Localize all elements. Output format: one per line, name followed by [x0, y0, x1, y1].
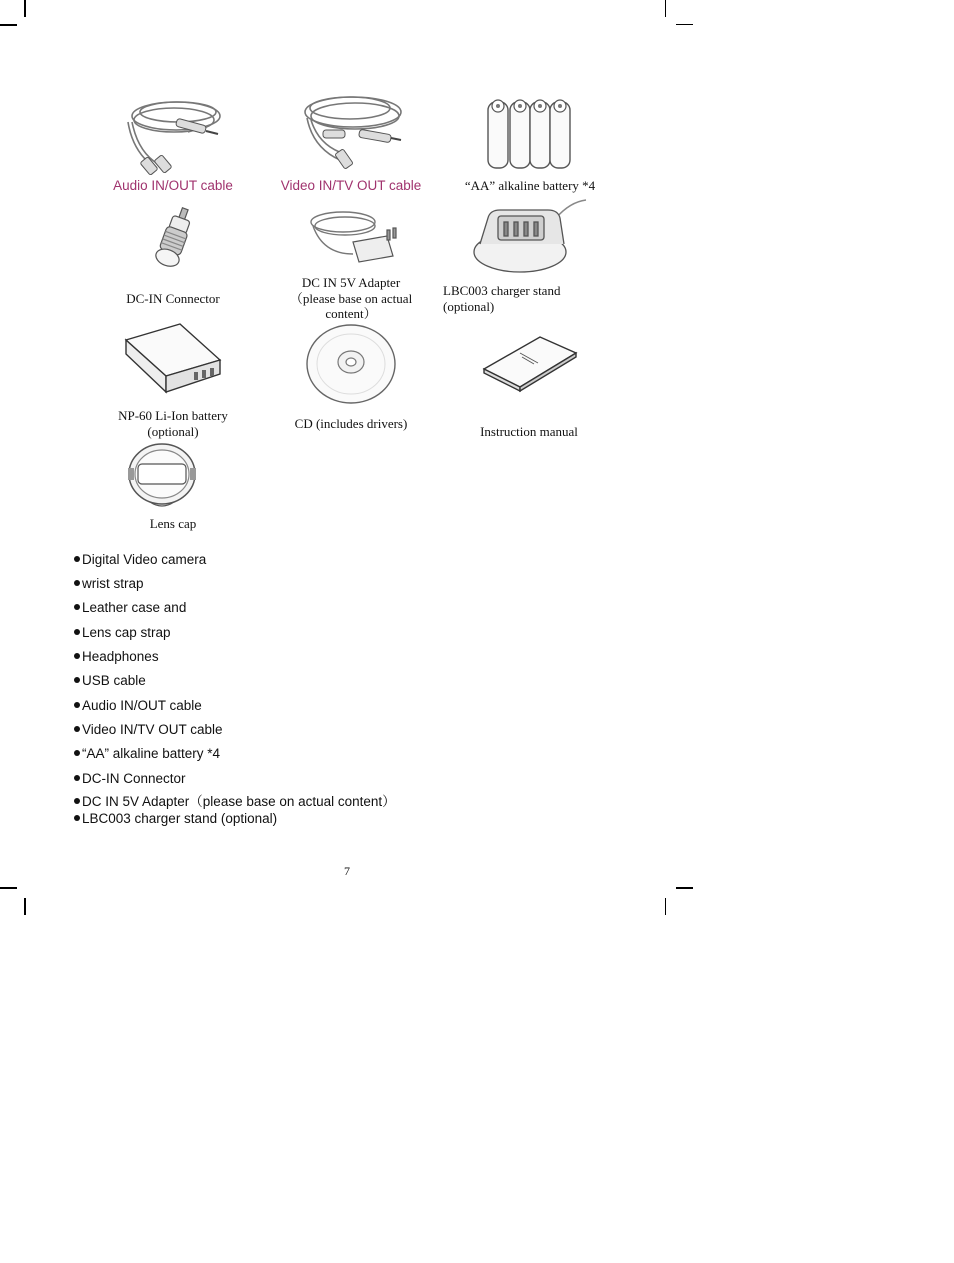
- li-ion-battery-icon: [122, 320, 226, 404]
- crop-mark-top-right-v: [665, 0, 666, 17]
- list-item: [74, 576, 144, 591]
- list-item-text: Leather case and: [82, 600, 187, 615]
- list-item: [74, 673, 146, 688]
- list-item-text: Headphones: [82, 649, 159, 664]
- manual-icon: [480, 333, 580, 395]
- dc-connector-caption: DC-IN Connector: [126, 291, 220, 306]
- video-cable-icon: [295, 90, 410, 175]
- list-item: [74, 811, 277, 826]
- cd-icon: [305, 322, 399, 406]
- list-item-text: Digital Video camera: [82, 552, 207, 567]
- cd-caption: CD (includes drivers): [294, 416, 408, 431]
- aa-battery-icon: [484, 94, 576, 172]
- crop-mark-bottom-right-h: [676, 887, 693, 889]
- list-item-text: wrist strap: [82, 576, 144, 591]
- charger-caption-line-1: LBC003 charger stand: [443, 283, 561, 298]
- manual-caption: Instruction manual: [480, 424, 578, 439]
- list-item: [74, 552, 206, 567]
- adapter-caption-line-2: （please base on actual: [289, 291, 413, 306]
- li-ion-caption-line-1: NP-60 Li-Ion battery: [118, 408, 228, 423]
- lens-cap-icon: [126, 440, 200, 510]
- list-item-text: LBC003 charger stand (optional): [82, 811, 278, 826]
- list-item: [74, 649, 159, 664]
- list-item-text: DC-IN Connector: [82, 771, 186, 786]
- list-item: [74, 698, 202, 713]
- aa-battery-caption: “AA” alkaline battery *4: [464, 178, 596, 193]
- list-item-text: Audio IN/OUT cable: [82, 698, 202, 713]
- crop-mark-top-right-h: [676, 24, 693, 25]
- audio-cable-caption: Audio IN/OUT cable: [113, 178, 233, 193]
- crop-mark-top-left-v: [24, 0, 26, 17]
- list-item-text: Video IN/TV OUT cable: [82, 722, 223, 737]
- list-item: [74, 600, 186, 615]
- list-item-text: DC IN 5V Adapter（please base on actual content）: [82, 794, 396, 809]
- list-item: [74, 746, 220, 761]
- list-item: [74, 625, 171, 640]
- dc-connector-icon: [150, 205, 200, 270]
- list-item: [74, 722, 223, 737]
- adapter-caption-line-3: content）: [325, 306, 377, 321]
- crop-mark-bottom-left-v: [24, 898, 26, 915]
- li-ion-caption-line-2: (optional): [147, 424, 199, 439]
- list-item: [74, 790, 396, 810]
- crop-mark-top-left-h: [0, 24, 17, 26]
- power-adapter-icon: [303, 204, 403, 268]
- crop-mark-bottom-left-h: [0, 887, 17, 889]
- list-item: [74, 771, 186, 786]
- list-item-text: Lens cap strap: [82, 625, 171, 640]
- lens-cap-caption: Lens cap: [149, 516, 197, 531]
- audio-cable-icon: [118, 92, 228, 177]
- charger-caption-line-2: (optional): [443, 299, 495, 314]
- list-item-text: USB cable: [82, 673, 146, 688]
- adapter-caption-line-1: DC IN 5V Adapter: [301, 275, 401, 290]
- charger-stand-icon: [470, 196, 590, 276]
- list-item-text: “AA” alkaline battery *4: [82, 746, 221, 761]
- crop-mark-bottom-right-v: [665, 898, 666, 915]
- page-number: 7: [344, 864, 350, 878]
- video-cable-caption: Video IN/TV OUT cable: [280, 178, 422, 193]
